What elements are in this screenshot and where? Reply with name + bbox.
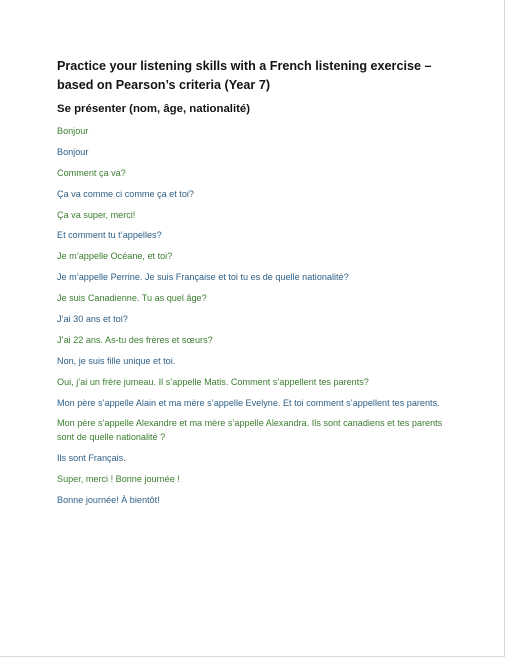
dialogue-line-6: Et comment tu t’appelles? (57, 230, 162, 241)
dialogue-line-7: Je m’appelle Océane, et toi? (57, 251, 173, 262)
dialogue-line-16: Ils sont Français. (57, 452, 126, 463)
dialogue-line-4: Ça va comme ci comme ça et toi? (57, 188, 194, 199)
dialogue-line-18: Bonne journée! À bientôt! (57, 494, 160, 505)
dialogue-line-1: Bonjour (57, 126, 89, 136)
dialogue-line-9: Je suis Canadienne. Tu as quel âge? (57, 293, 207, 304)
dialogue-line-13: Oui, j’ai un frère jumeau. Il s’appelle Matis. Comment s’appellent tes parents? (57, 376, 369, 387)
dialogue-line-15: Mon père s’appelle Alexandre et ma mère s’appelle Alexandra. Ils sont canadiens et tes parents sont de quelle nationalité ? (57, 418, 443, 442)
dialogue-line-8: Je m’appelle Perrine. Je suis Française et toi tu es de quelle nationalité? (57, 272, 349, 283)
dialogue-line-17: Super, merci ! Bonne journée ! (57, 473, 180, 484)
dialogue-line-5: Ça va super, merci! (57, 209, 136, 220)
dialogue-list (57, 125, 452, 507)
dialogue-line-11: J’ai 22 ans. As-tu des frères et sœurs? (57, 334, 213, 345)
dialogue-line-12: Non, je suis fille unique et toi. (57, 355, 176, 366)
dialogue-line-14: Mon père s’appelle Alain et ma mère s’appelle Evelyne. Et toi comment s’appellent tes parents. (57, 397, 440, 408)
page-title: Practice your listening skills with a French listening exercise – based on Pearson’s criteria (Year 7) (57, 59, 432, 92)
dialogue-line-2: Bonjour (57, 146, 89, 157)
section-heading: Se présenter (nom, âge, nationalité) (57, 103, 251, 115)
document-content (57, 57, 452, 515)
dialogue-line-10: J’ai 30 ans et toi? (57, 314, 128, 325)
dialogue-line-3: Comment ça va? (57, 167, 126, 178)
